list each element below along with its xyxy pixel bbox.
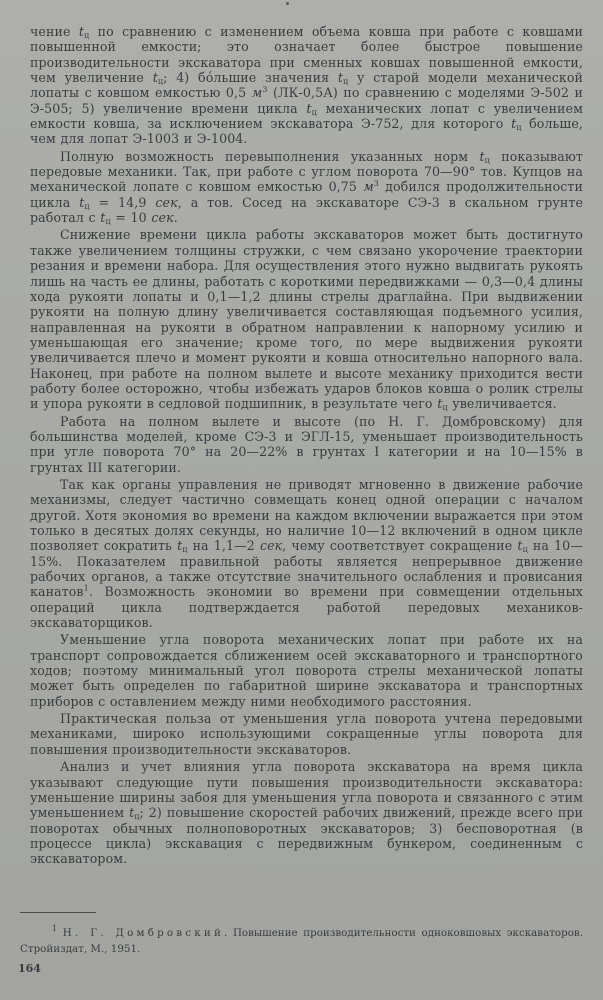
math-variable: t bbox=[479, 148, 485, 164]
footnote-text: . Повышение производительности одноковшовых экскаваторов. Стройиздат, М., 1951. bbox=[20, 927, 583, 955]
superscript: 3 bbox=[373, 179, 379, 189]
math-variable: t bbox=[511, 116, 517, 132]
subscript: ц bbox=[343, 77, 349, 87]
math-variable: t bbox=[177, 538, 183, 554]
math-variable: t bbox=[337, 70, 344, 86]
footnote-rule bbox=[20, 912, 96, 913]
math-variable: t bbox=[129, 805, 135, 821]
math-variable: t bbox=[79, 194, 85, 210]
footnote-marker: 1 bbox=[52, 924, 58, 933]
paragraph: Практическая польза от уменьшения угла поворота учтена передовыми механиками, широко использующими сокращенные углы поворота для повышения производительности экскаваторов. bbox=[30, 711, 583, 757]
footnote-first-line bbox=[20, 925, 583, 957]
unit: сек bbox=[155, 194, 178, 210]
paragraph: Так как органы управления не приводят мгновенно в движение рабочие механизмы, следует частично совмещать конец одной операции с началом другой. Хотя экономия во времени на каждом включении выражается при этом только в десятых долях секунды, но наличие 10—12 включений в одном цикле позволяет сократить $t_ц$ на 1,1—2 сек, чему соответствует сокращение $t_ц$ на 10—15%. Показателем правильной работы является непрерывное движение рабочих органов, а также отсутствие значительного ослабления и провисания канатов$^1$. Возможность экономии во времени при совмещении отдельных операций цикла подтверждается работой передовых механиков-экскаваторщиков. bbox=[30, 476, 583, 631]
math-variable: м bbox=[251, 85, 263, 101]
unit: сек bbox=[151, 210, 174, 226]
superscript: 3 bbox=[262, 85, 268, 95]
subscript: ц bbox=[84, 201, 90, 211]
subscript: ц bbox=[157, 77, 164, 87]
paragraph: Полную возможность перевыполнения указанных норм $t_ц$ показывают передовые механики. Так, при работе с углом поворота 70—90° тов. Купцов на механической лопате с ковшом емкостью 0,75 $м^3$ добился продолжительности цикла $t_ц = 14,9$ сек, а тов. Сосед на экскаваторе СЭ-3 в скальном грунте работал с $t_ц = 10$ сек. bbox=[30, 148, 583, 227]
paragraph: Снижение времени цикла работы экскаваторов может быть достигнуто также увеличением толщины стружки, с чем связано укорочение траектории резания и времени набора. Для осуществления этого нужно выдвигать рукоять лишь на часть ее длины, работать с короткими передвижками — 0,3—0,4 длины хода рукояти лопаты и 0,1—1,2 длины стрелы драглайна. При выдвижении рукояти на полную длину увеличивается составляющая подъемного усилия, направленная на рукояти в обратном направлении к напорному усилию и уменьшающая его значение; кроме того, по мере выдвижения рукояти увеличивается плечо и момент рукояти и ковша относительно напорного вала. Наконец, при работе на полном вылете и высоте механику приходится вести работу более осторожно, чтобы избежать ударов блоков ковша о ролик стрелы и упора рукояти в седловой подшипник, в результате чего $t_ц$ увеличивается. bbox=[30, 227, 583, 413]
body-text bbox=[30, 24, 583, 869]
math-variable: t bbox=[78, 24, 85, 39]
math-variable: t bbox=[517, 538, 523, 554]
paragraph: чение $t_ц$ по сравнению с изменением объема ковша при работе с ковшами повышенной емкости; это означает более быстрое повышение производительности экскаватора при сменных ковшах повышенной емкости, чем увеличение $t_ц$; 4) бóльшие значения $t_ц$ у старой модели механической лопаты с ковшом емкостью 0,5 $м^3$ (ЛК-0,5А) по сравнению с моделями Э-502 и Э-505; 5) увеличение времени цикла $t_ц$ механических лопат с увеличением емкости ковша, за исключением экскаватора Э-752, для которого $t_ц$ больше, чем для лопат Э-1003 и Э-1004. bbox=[30, 24, 584, 147]
subscript: ц bbox=[516, 123, 522, 133]
unit: сек bbox=[259, 538, 283, 554]
subscript: ц bbox=[134, 812, 140, 822]
page-number: 164 bbox=[18, 962, 41, 975]
subscript: ц bbox=[105, 217, 111, 227]
footnote-ref[interactable]: 1 bbox=[83, 584, 89, 594]
math-variable: t bbox=[152, 70, 158, 86]
footnote-author: Н. Г. Домбровский bbox=[62, 927, 225, 939]
subscript: ц bbox=[484, 155, 490, 165]
subscript: ц bbox=[522, 545, 528, 555]
math-variable: t bbox=[437, 396, 443, 412]
scan-speck bbox=[286, 2, 289, 5]
subscript: ц bbox=[182, 545, 188, 555]
subscript: ц bbox=[311, 107, 317, 117]
subscript: ц bbox=[442, 403, 448, 413]
subscript: ц bbox=[84, 31, 90, 40]
footnote bbox=[20, 925, 583, 957]
math-variable: м bbox=[363, 179, 374, 195]
paragraph: Работа на полном вылете и высоте (по Н. Г. Домбровскому) для большинства моделей, кроме СЭ-3 и ЭГЛ-15, уменьшает производительность при угле поворота 70° на 20—22% в грунтах I категории и на 10—15% в грунтах III категории. bbox=[30, 413, 583, 475]
paragraph: Анализ и учет влияния угла поворота экскаватора на время цикла указывают следующие пути повышения производительности экскаватора: уменьшение ширины забоя для уменьшения угла поворота и связанного с этим уменьшением $t_ц$; 2) повышение скоростей рабочих движений, прежде всего при поворотах обычных полноповоротных экскаваторов; 3) бесповоротная (в процессе цикла) экскавация с передвижным бункером, соединенным с экскаватором. bbox=[30, 759, 583, 867]
math-variable: t bbox=[306, 100, 312, 116]
paragraph: Уменьшение угла поворота механических лопат при работе их на транспорт сопровождается сближением осей экскаваторного и транспортного ходов; поэтому минимальный угол поворота стрелы механической лопаты может быть определен по габаритной ширине экскаватора и транспортных приборов с оставлением между ними необходимого расстояния. bbox=[30, 632, 583, 709]
math-variable: t bbox=[100, 210, 106, 226]
